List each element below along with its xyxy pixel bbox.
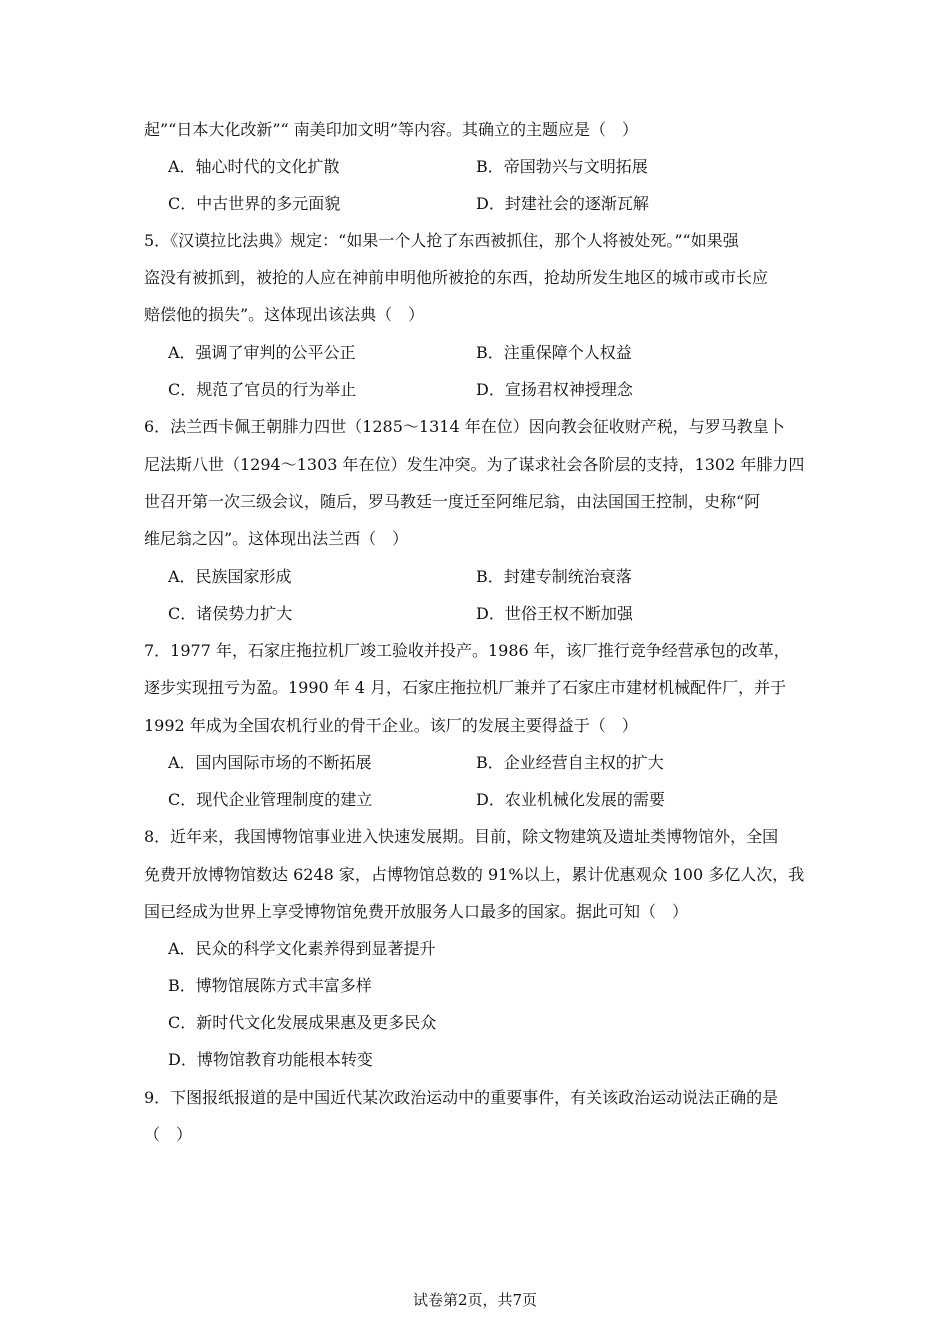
- q4-option-b: B．帝国勃兴与文明拓展: [476, 157, 648, 176]
- q4-option-d: D．封建社会的逐渐瓦解: [476, 194, 649, 213]
- q5-stem-line-1: 5．《汉谟拉比法典》规定：“如果一个人抢了东西被抓住，那个人将被处死。”“如果强: [144, 231, 739, 250]
- q8-stem-line-2: 免费开放博物馆数达 6248 家，占博物馆总数的 91%以上，累计优惠观众 100 多亿人次，我: [144, 865, 805, 884]
- q4-stem-line-1: 起”“日本大化改新”“ 南美印加文明”等内容。其确立的主题应是（ ）: [144, 120, 638, 139]
- q6-option-d: D．世俗王权不断加强: [476, 604, 633, 623]
- q8-option-b: B．博物馆展陈方式丰富多样: [168, 976, 372, 995]
- q9-stem-line-2: （ ）: [144, 1125, 193, 1144]
- q7-option-c: C．现代企业管理制度的建立: [168, 790, 373, 809]
- q8-option-c: C．新时代文化发展成果惠及更多民众: [168, 1013, 437, 1032]
- q5-stem-line-2: 盗没有被抓到，被抢的人应在神前申明他所被抢的东西，抢劫所发生地区的城市或市长应: [144, 268, 769, 287]
- q7-stem-line-3: 1992 年成为全国农机行业的骨干企业。该厂的发展主要得益于（ ）: [144, 716, 638, 735]
- q6-stem-line-1: 6．法兰西卡佩王朝腓力四世（1285～1314 年在位）因向教会征收财产税，与罗马教皇卜: [144, 417, 785, 436]
- q7-stem-line-1: 7．1977 年，石家庄拖拉机厂竣工验收并投产。1986 年，该厂推行竞争经营承包的改革，: [144, 641, 790, 660]
- q4-option-a: A．轴心时代的文化扩散: [168, 157, 340, 176]
- q6-option-a: A．民族国家形成: [168, 567, 292, 586]
- q7-option-b: B．企业经营自主权的扩大: [476, 753, 664, 772]
- q7-option-a: A．国内国际市场的不断拓展: [168, 753, 372, 772]
- q5-option-b: B．注重保障个人权益: [476, 343, 632, 362]
- q8-stem-line-1: 8．近年来，我国博物馆事业进入快速发展期。目前，除文物建筑及遗址类博物馆外，全国: [144, 827, 779, 846]
- q8-stem-line-3: 国已经成为世界上享受博物馆免费开放服务人口最多的国家。据此可知（ ）: [144, 902, 689, 921]
- q6-option-c: C．诸侯势力扩大: [168, 604, 293, 623]
- q5-option-c: C．规范了官员的行为举止: [168, 380, 357, 399]
- q6-stem-line-3: 世召开第一次三级会议，随后，罗马教廷一度迁至阿维尼翁，由法国国王控制，史称“阿: [144, 492, 761, 511]
- q7-stem-line-2: 逐步实现扭亏为盈。1990 年 4 月，石家庄拖拉机厂兼并了石家庄市建材机械配件厂，并于: [144, 678, 787, 697]
- q8-option-a: A．民众的科学文化素养得到显著提升: [168, 939, 436, 958]
- q6-option-b: B．封建专制统治衰落: [476, 567, 632, 586]
- q9-stem-line-1: 9．下图报纸报道的是中国近代某次政治运动中的重要事件，有关该政治运动说法正确的是: [144, 1088, 779, 1107]
- q5-option-a: A．强调了审判的公平公正: [168, 343, 356, 362]
- q5-option-d: D．宣扬君权神授理念: [476, 380, 633, 399]
- q6-stem-line-4: 维尼翁之囚”。这体现出法兰西（ ）: [144, 529, 409, 548]
- q8-option-d: D．博物馆教育功能根本转变: [168, 1050, 373, 1069]
- q4-option-c: C．中古世界的多元面貌: [168, 194, 341, 213]
- q6-stem-line-2: 尼法斯八世（1294～1303 年在位）发生冲突。为了谋求社会各阶层的支持，1302 年腓力四: [144, 455, 805, 474]
- q7-option-d: D．农业机械化发展的需要: [476, 790, 665, 809]
- page-footer: 试卷第2页，共7页: [412, 1291, 538, 1309]
- q5-stem-line-3: 赔偿他的损失”。这体现出该法典（ ）: [144, 305, 425, 324]
